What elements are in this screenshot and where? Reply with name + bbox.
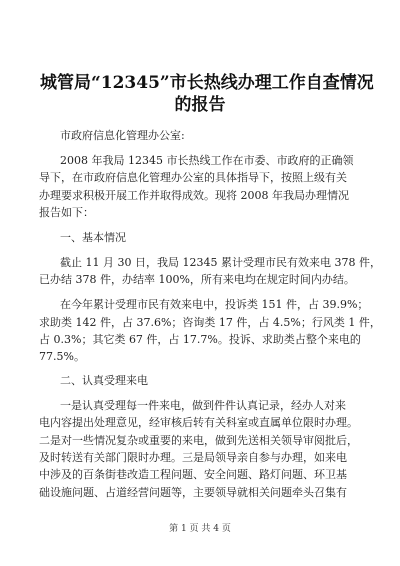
body-line: 中涉及的百条街巷改造工程问题、安全问题、路灯问题、环卫基 [39, 468, 347, 481]
page-footer: 第 1 页 共 4 页 [169, 524, 231, 534]
body-line: 办理要求积极开展工作并取得成效。现将 2008 年我局办理情况 [39, 189, 349, 202]
body-line: 一是认真受理每一件来电，做到件件认真记录，经办人对来 [60, 399, 346, 412]
body-line: 已办结 378 件，办结率 100%，所有来电均在规定时间内办结。 [39, 273, 355, 286]
section-heading: 二、认真受理来电 [60, 374, 148, 387]
body-line: 占 0.3%；其它类 67 件，占 17.7%。投诉、求助类占整个来电的 [39, 333, 361, 346]
body-line: 二是对一些情况复杂或重要的来电，做到先送相关领导审阅批后， [39, 434, 358, 447]
body-line: 77.5%。 [39, 350, 85, 363]
body-line: 础设施问题、占道经营问题等，主要领导就相关问题牵头召集有 [39, 486, 347, 499]
document-title-line-2: 的报告 [174, 95, 226, 115]
body-line: 2008 年我局 12345 市长热线工作在市委、市政府的正确领 [60, 154, 354, 167]
salutation: 市政府信息化管理办公室: [60, 129, 185, 142]
body-line: 及时转送有关部门限时办理。三是局领导亲自参与办理，如来电 [39, 451, 347, 464]
body-line: 导下，在市政府信息化管理办公室的具体指导下，按照上级有关 [39, 171, 347, 184]
body-line: 报告如下： [39, 206, 94, 219]
body-line: 在今年累计受理市民有效来电中，投诉类 151 件，占 39.9%； [60, 298, 369, 311]
section-heading: 一、基本情况 [60, 231, 126, 244]
body-line: 截止 11 月 30 日，我局 12345 累计受理市民有效来电 378 件， [60, 256, 381, 269]
body-line: 电内容提出处理意见，经审核后转有关科室或直属单位限时办理。 [39, 416, 358, 429]
body-line: 求助类 142 件，占 37.6%；咨询类 17 件，占 4.5%；行风类 1 件， [39, 316, 381, 329]
document-title-line-1: 城管局“12345”市长热线办理工作自查情况 [40, 73, 374, 93]
